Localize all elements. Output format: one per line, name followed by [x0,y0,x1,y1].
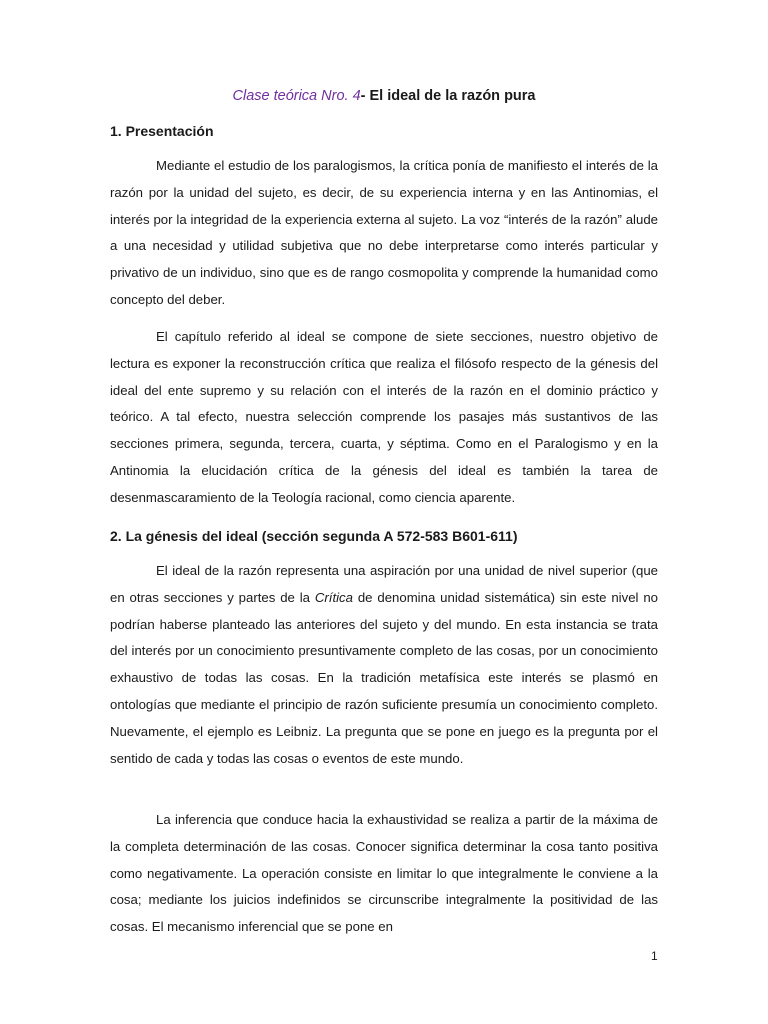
section-heading-genesis: 2. La génesis del ideal (sección segunda A 572-583 B601-611) [110,528,518,544]
paragraph-presentacion-1: Mediante el estudio de los paralogismos, la crítica ponía de manifiesto el interés de la razón por la unidad del sujeto, es decir, de su experiencia interna y en las Antinomias, el interés por la integridad de la experiencia externa al sujeto. La voz “interés de la razón” alude a una necesidad y utilidad subjetiva que no debe interpretarse como interés particular y privativo de un individuo, sino que es de rango cosmopolita y comprende la humanidad como concepto del deber. [110,158,658,307]
paragraph-genesis-2: La inferencia que conduce hacia la exhaustividad se realiza a partir de la máxima de la completa determinación de las cosas. Conocer significa determinar la cosa tanto positiva como negativamente. La operación consiste en limitar lo que integralmente le conviene a la cosa; mediante los juicios indefinidos se circunscribe integralmente la positividad de las cosas. El mecanismo inferencial que se pone en [110,812,658,935]
paragraph-genesis-1 [110,558,658,772]
paragraph-text: El ideal de la razón representa una aspiración por una unidad de nivel superior (que en otras secciones y partes de la [110,563,658,605]
section-heading-presentacion: 1. Presentación [110,123,214,139]
paragraph-text: de denomina unidad sistemática) sin este nivel no podrían haberse planteado las anteriores del sujeto y del mundo. En esta instancia se trata del interés por un conocimiento presuntivamente completo de las cosas, por un conocimiento exhaustivo de todas las cosas. En la tradición metafísica este interés se plasmó en ontologías que mediante el principio de razón suficiente presumía un conocimiento completo. Nuevamente, el ejemplo es Leibniz. La pregunta que se pone en juego es la pregunta por el sentido de cada y todas las cosas o eventos de este mundo. [110,589,658,766]
page-number: 1 [651,949,658,963]
paragraph-presentacion-2: El capítulo referido al ideal se compone de siete secciones, nuestro objetivo de lectura es exponer la reconstrucción crítica que realiza el filósofo respecto de la génesis del ideal del ente supremo y su relación con el interés de la razón en el dominio práctico y teórico. A tal efecto, nuestra selección comprende los pasajes más sustantivos de las secciones primera, segunda, tercera, cuarta, y séptima. Como en el Paralogismo y en la Antinomia la elucidación crítica de la génesis del ideal es también la tarea de desenmascaramiento de la Teología racional, como ciencia aparente. [110,329,658,505]
lecture-number: Clase teórica Nro. 4 [232,88,361,104]
emphasis-critica: Crítica [314,589,353,605]
page-title [0,86,768,106]
lecture-subject: - El ideal de la razón pura [360,88,536,104]
